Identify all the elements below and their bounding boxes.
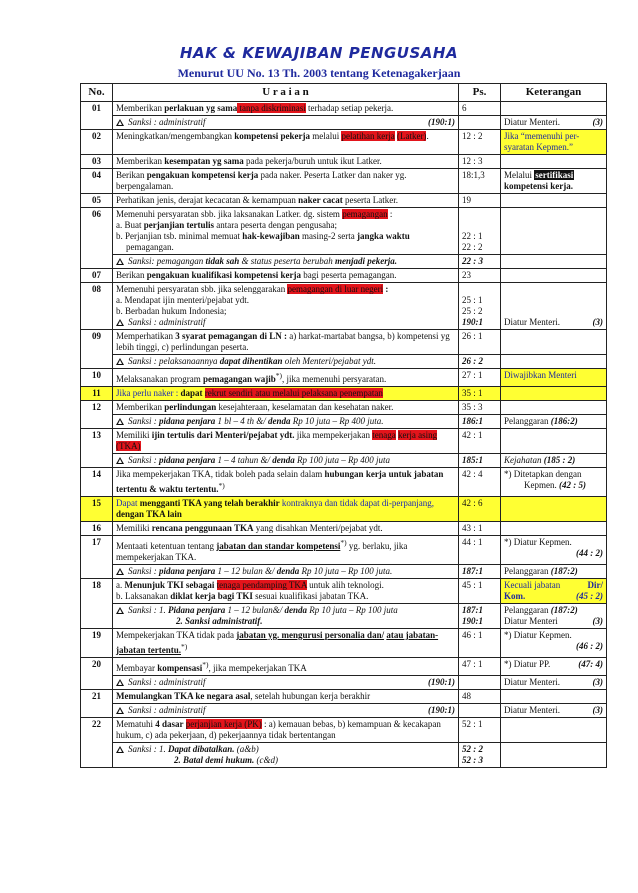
header-ps: Ps. [459,84,501,102]
table-row-sanction: Sanksi : 1. Dapat dibatalkan. (a&b) 2. Batal demi hukum. (c&d) 52 : 2 52 : 3 [81,743,607,768]
table-row-sanction: Sanksi : pidana penjara 1 – 12 bulan &/ denda Rp 10 juta – Rp 100 juta. 187:1 Pelanggaran (187:2) [81,565,607,579]
triangle-icon [116,319,124,326]
table-row-sanction: Sanksi : 1. Pidana penjara 1 – 12 bulan&/ denda Rp 10 juta – Rp 100 juta 2. Sanksi administratif. 187:1 190:1 Pelanggaran (187:2) Diatur Menteri (3) [81,604,607,629]
table-row: 06 Memenuhi persyaratan sbb. jika laksanakan Latker. dg. sistem pemagangan : a. Buat perjanjian tertulis antara peserta dengan pengusaha; b. Perjanjian tsb. minimal memuat hak-kewajiban masing-2 serta jangka waktu pemagangan. 22 : 1 22 : 2 [81,208,607,255]
row-number: 01 [81,102,113,130]
table-row: 17 Mentaati ketentuan tentang jabatan dan standar kompetensi*) yg. berlaku, jika mempekerjakan TKA. 44 : 1 *) Diatur Kepmen. (44 : 2) [81,536,607,565]
table-row-sanction: Sanksi: pemagangan tidak sah & status peserta berubah menjadi pekerja. 22 : 3 [81,255,607,269]
table-row: 07 Berikan pengakuan kualifikasi kompetensi kerja bagi peserta pemagangan. 23 [81,269,607,283]
triangle-icon [116,119,124,126]
table-row: 04 Berikan pengakuan kompetensi kerja pada naker. Peserta Latker dan naker yg. berpengalaman. 18:1,3 Melalui sertifikasi kompetensi kerja. [81,169,607,194]
table-row: 05 Perhatikan jenis, derajat kecacatan & kemampuan naker cacat peserta Latker. 19 [81,194,607,208]
sanction-text: Sanksi : administratif (190:1) [113,116,459,130]
triangle-icon [116,258,124,265]
table-row: 02 Meningkatkan/mengembangkan kompetensi pekerja melalui pelatihan kerja (Latker). 12 : 2 Jika “memenuhi per-syaratan Kepmen.” [81,130,607,155]
table-header-row [81,84,607,102]
table-row: 13 Memiliki ijin tertulis dari Menteri/pejabat ydt. jika mempekerjakan tenaga kerja asing (TKA) 42 : 1 [81,429,607,454]
table-row-sanction: Sanksi : pidana penjara 1 – 4 tahun &/ denda Rp 100 juta – Rp 400 juta 185:1 Kejahatan (185 : 2) [81,454,607,468]
triangle-icon [116,707,124,714]
triangle-icon [116,358,124,365]
row-description: Memberikan perlakuan yg sama tanpa diskriminasi terhadap setiap pekerja. [113,102,459,116]
row-note [501,102,607,116]
table-row: 16 Memiliki rencana penggunaan TKA yang disahkan Menteri/pejabat ydt. 43 : 1 [81,522,607,536]
triangle-icon [116,418,124,425]
table-row [81,102,607,116]
table-row: 14 Jika mempekerjakan TKA, tidak boleh pada selain dalam hubungan kerja untuk jabatan tertentu & waktu tertentu.*) 42 : 4 *) Ditetapkan dengan Kepmen. (42 : 5) [81,468,607,497]
table-row-sanction: Sanksi : pelaksanaannya dapat dihentikan oleh Menteri/pejabat ydt. 26 : 2 [81,355,607,369]
row-note: Jika “memenuhi per-syaratan Kepmen.” [501,130,607,155]
triangle-icon [116,568,124,575]
table-row-sanction: Sanksi : administratif (190:1) Diatur Menteri. (3) [81,704,607,718]
table-row: 03 Memberikan kesempatan yg sama pada pekerja/buruh untuk ikut Latker. 12 : 3 [81,155,607,169]
table-row: 22 Mematuhi 4 dasar perjanjian kerja (PK) : a) kemauan bebas, b) kemampuan & kecakapan hukum, c) ada pekerjaan, d) pekerjaannya tidak bertentangan 52 : 1 [81,718,607,743]
table-row: 09 Memperhatikan 3 syarat pemagangan di LN : a) harkat-martabat bangsa, b) kompetensi yg lebih tinggi, c) perlindungan peserta. 26 : 1 [81,330,607,355]
table-row: 10 Melaksanakan program pemagangan wajib*), jika memenuhi persyaratan. 27 : 1 Diwajibkan Menteri [81,369,607,387]
table-row-highlighted: 11 Jika perlu naker : dapat rekrut sendiri atau melalui pelaksana penempatan 35 : 1 [81,387,607,401]
row-article: 6 [459,102,501,116]
page-subtitle: Menurut UU No. 13 Th. 2003 tentang Ketenagakerjaan [177,66,461,80]
header-no: No. [81,84,113,102]
triangle-icon [116,679,124,686]
triangle-icon [116,607,124,614]
table-row-highlighted: 15 Dapat mengganti TKA yang telah berakhir kontraknya dan tidak dapat di-perpanjang, dengan TKA lain 42 : 6 [81,497,607,522]
rights-obligations-table [80,83,607,768]
table-row: 08 Memenuhi persyaratan sbb. jika selenggarakan pemagangan di luar negeri : a. Mendapat ijin menteri/pejabat ydt. b. Berbadan hukum Indonesia; Sanksi : administratif 25 : 1 25 : 2 190:1 Diatur Menteri. (3) [81,283,607,330]
triangle-icon [116,457,124,464]
table-row: 21 Memulangkan TKA ke negara asal, setelah hubungan kerja berakhir 48 [81,690,607,704]
row-note: Diatur Menteri. (3) [501,116,607,130]
page-title: HAK & KEWAJIBAN PENGUSAHA [179,44,459,62]
table-row: 12 Memberikan perlindungan kesejahteraan, keselamatan dan kesehatan naker. 35 : 3 [81,401,607,415]
table-row-sanction [81,116,607,130]
table-row: 18 a. Menunjuk TKI sebagai tenaga pendamping TKA untuk alih teknologi. b. Laksanakan diklat kerja bagi TKI sesuai kualifikasi jabatan TKA. 45 : 1 Kecuali jabatan Dir/ Kom. (45 : 2) [81,579,607,604]
header-uraian: U r a i a n [113,84,459,102]
table-row-sanction: Sanksi : pidana penjara 1 bl – 4 th &/ denda Rp 10 juta – Rp 400 juta. 186:1 Pelanggaran (186:2) [81,415,607,429]
table-row: 20 Membayar kompensasi*), jika mempekerjakan TKA 47 : 1 *) Diatur PP. (47: 4) [81,658,607,676]
triangle-icon [116,746,124,753]
table-row-sanction: Sanksi : administratif (190:1) Diatur Menteri. (3) [81,676,607,690]
row-description: Meningkatkan/mengembangkan kompetensi pekerja melalui pelatihan kerja (Latker). [113,130,459,155]
header-keterangan: Keterangan [501,84,607,102]
table-row: 19 Mempekerjakan TKA tidak pada jabatan yg. mengurusi personalia dan/ atau jabatan-jabatan tertentu.*) 46 : 1 *) Diatur Kepmen. (46 : 2) [81,629,607,658]
